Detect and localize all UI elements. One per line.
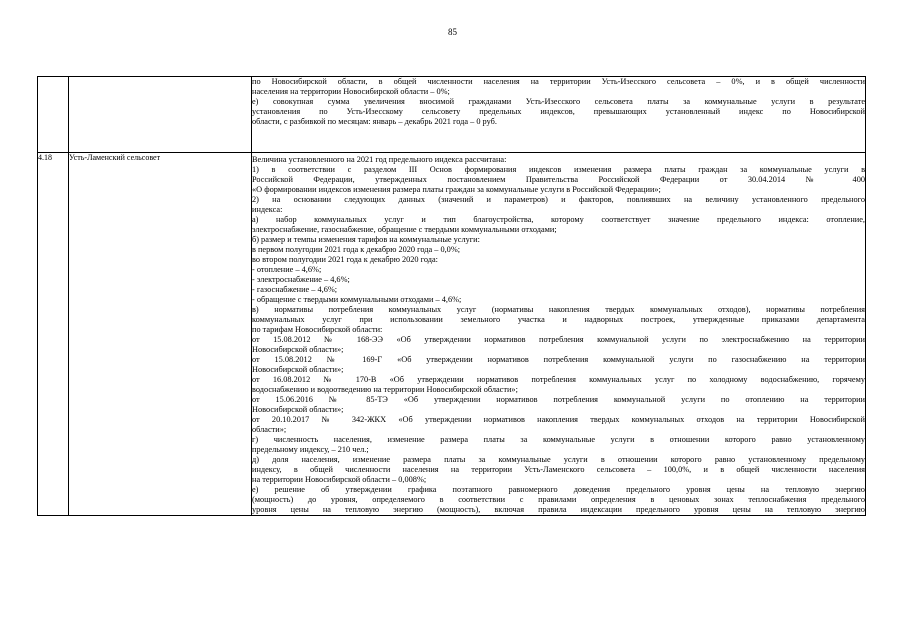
text-line: в) нормативы потребления коммунальных услуг (нормативы накопления твердых коммунальных отходов), нормативы потребления [252, 305, 865, 314]
table-row-continued [38, 77, 866, 153]
text-line: - электроснабжение – 4,6%; [252, 275, 350, 284]
text-line: в первом полугодии 2021 года к декабрю 2020 года – 0,0%; [252, 245, 461, 254]
text-line: - обращение с твердыми коммунальными отходами – 4,6%; [252, 295, 462, 304]
text-line: от 15.08.2012 № 169-Г «Об утверждении нормативов потребления коммунальной услуги по газоснабжению на территории [252, 355, 865, 364]
justification-text-cell [252, 77, 866, 153]
text-line: уровня цены на тепловую энергию (мощность), включая правила индексации предельного уровня цены на тепловую энергию [252, 505, 865, 514]
text-line: индексу, в общей численности населения на территории Усть-Ламенского сельсовета – 100,0%, и в общей численности населения [252, 465, 865, 474]
text-line: (мощность) до уровня, определяемого в соответствии с правилами определения в ценовых зонах теплоснабжения предельного [252, 495, 865, 504]
text-line: установления по Усть-Изесскому сельсовету предельных индексов, превышающих установленный индекс по Новосибирской [252, 107, 865, 116]
text-line: по Новосибирской области, в общей численности населения на территории Усть-Изесского сельсовета – 0%, и в общей численности [252, 77, 865, 86]
text-line: Величина установленного на 2021 год предельного индекса рассчитана: [252, 155, 507, 164]
text-line: Российской Федерации, утвержденных постановлением Правительства Российской Федерации от 30.04.2014 № 400 [252, 175, 865, 184]
text-line: б) размер и темпы изменения тарифов на коммунальные услуги: [252, 235, 480, 244]
text-line: е) решение об утверждении графика поэтапного равномерного доведения предельного уровня цены на тепловую энергию [252, 485, 865, 494]
text-line: 1) в соответствии с разделом III Основ формирования индексов изменения размера платы граждан за коммунальные услуги в [252, 165, 865, 174]
text-line: области, с разбивкой по месяцам: январь – декабрь 2021 года – 0 руб. [252, 117, 497, 126]
text-line: Новосибирской области»; [252, 405, 344, 414]
text-line: коммунальных услуг при использовании земельного участка и надворных построек, утвержденные приказами департамента [252, 315, 865, 324]
text-line: от 20.10.2017 № 342-ЖКХ «Об утверждении нормативов накопления твердых коммунальных отходов на территории Новосибирской [252, 415, 865, 424]
text-line: электроснабжение, газоснабжение, обращение с твердыми коммунальными отходами; [252, 225, 557, 234]
text-line: на территории Новосибирской области – 0,008%; [252, 475, 427, 484]
municipality-name-cell [69, 77, 252, 153]
text-line: населения на территории Новосибирской области – 0%; [252, 87, 450, 96]
text-line: - газоснабжение – 4,6%; [252, 285, 338, 294]
text-line: по тарифам Новосибирской области: [252, 325, 383, 334]
text-line: области»; [252, 425, 287, 434]
text-line: водоснабжению и водоотведению на территории Новосибирской области»; [252, 385, 518, 394]
text-line: г) численность населения, изменение размера платы за коммунальные услуги в отношении которого равно установленному [252, 435, 865, 444]
text-line: - отопление – 4,6%; [252, 265, 322, 274]
text-line: от 16.08.2012 № 170-В «Об утверждении нормативов потребления коммунальных услуг по холодному водоснабжению, горячему [252, 375, 865, 384]
text-line: д) доля населения, изменение размера платы за коммунальные услуги в отношении которого равно установленному предельному [252, 455, 865, 464]
text-line: 2) на основании следующих данных (значений и параметров) и факторов, повлиявших на величину установленного предельного [252, 195, 865, 204]
justification-text-cell [252, 153, 866, 516]
text-line: е) совокупная сумма увеличения вносимой гражданами Усть-Изесского сельсовета платы за коммунальные услуги в результате [252, 97, 865, 106]
text-line: Новосибирской области»; [252, 345, 344, 354]
row-number-cell: 4.18 [38, 153, 69, 516]
text-line: от 15.08.2012 № 168-ЭЭ «Об утверждении нормативов потребления коммунальной услуги по электроснабжению на территории [252, 335, 865, 344]
municipality-name-cell: Усть-Ламенский сельсовет [69, 153, 252, 516]
text-line: предельному индексу, – 210 чел.; [252, 445, 369, 454]
text-line: от 15.06.2016 № 85-ТЭ «Об утверждении нормативов потребления коммунальной услуги по отоплению на территории [252, 395, 865, 404]
text-line: «О формировании индексов изменения размера платы граждан за коммунальные услуги в Российской Федерации»; [252, 185, 661, 194]
page-number: 85 [448, 27, 457, 37]
text-line: Новосибирской области»; [252, 365, 344, 374]
text-line: а) набор коммунальных услуг и тип благоустройства, которому соответствует значение предельного индекса: отопление, [252, 215, 865, 224]
text-line: индекса: [252, 205, 283, 214]
table-row-4-18 [38, 153, 866, 516]
text-line: во втором полугодии 2021 года к декабрю 2020 года: [252, 255, 438, 264]
row-number-cell [38, 77, 69, 153]
indices-table [37, 76, 866, 516]
